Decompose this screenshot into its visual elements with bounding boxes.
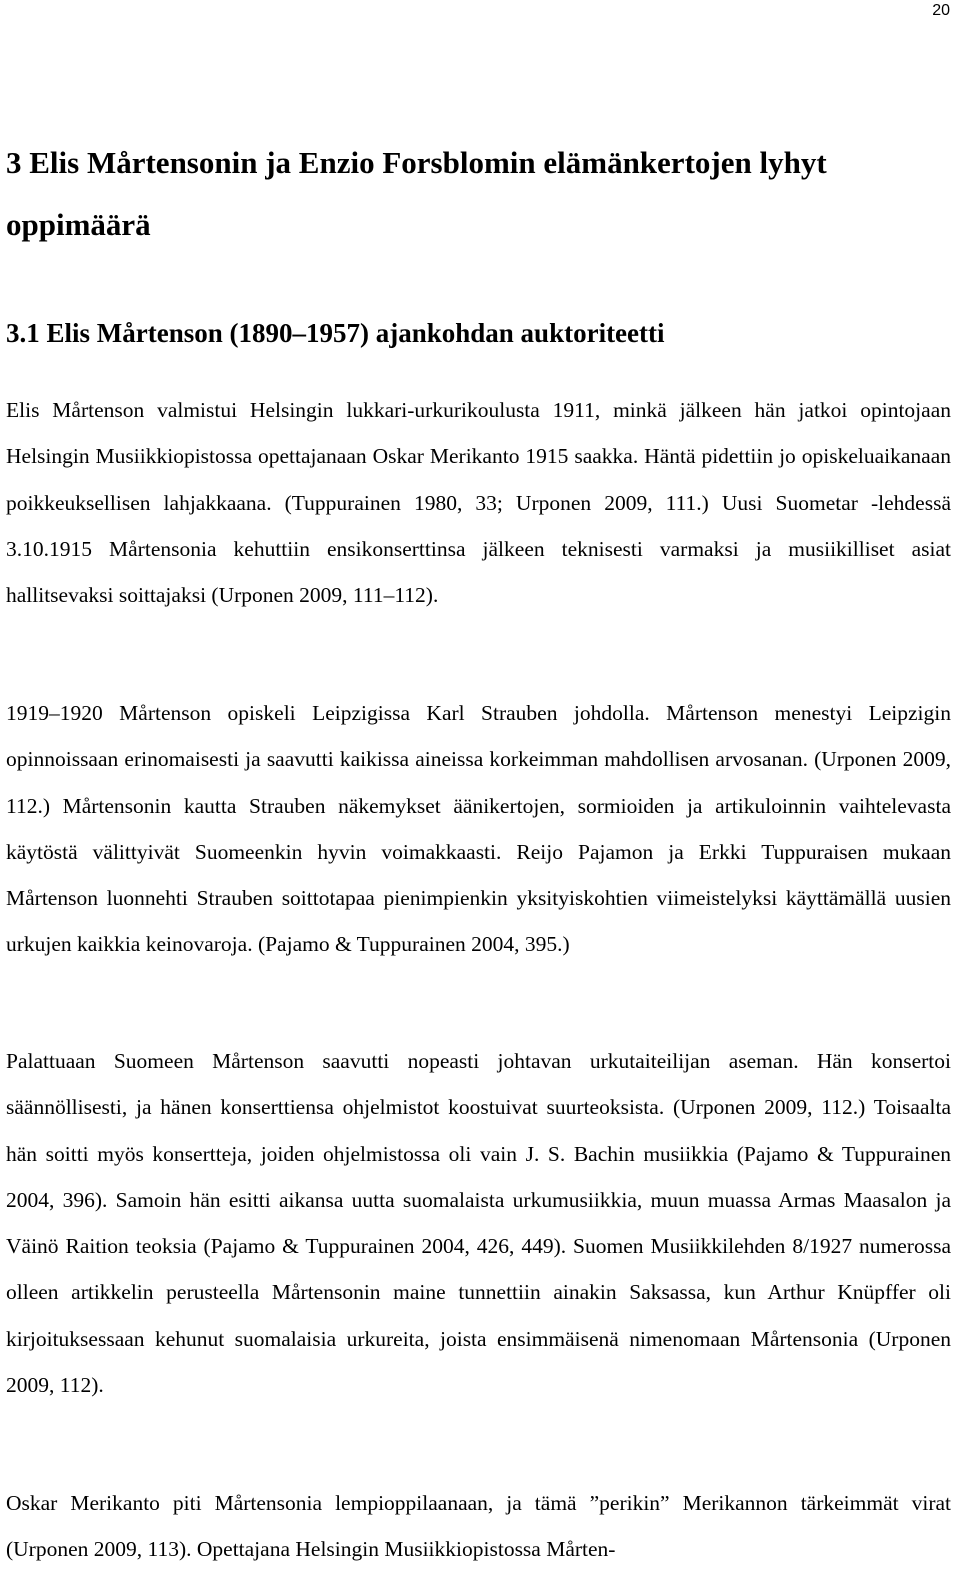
chapter-title: 3 Elis Mårtensonin ja Enzio Forsblomin elämänkertojen lyhyt oppimäärä [6, 145, 827, 242]
section-title: 3.1 Elis Mårtenson (1890–1957) ajankohdan auktoriteetti [6, 318, 665, 348]
page-number: 20 [932, 2, 950, 19]
body-paragraph: Palattuaan Suomeen Mårtenson saavutti nopeasti johtavan urkutaiteilijan aseman. Hän konsertoi säännöllisesti, ja hänen konserttiensa ohjelmistot koostuivat suurteoksista. (Urponen 2009, 112.) Toisaalta hän soitti myös konsertteja, joiden ohjelmistossa oli vain J. S. Bachin musiikkia (Pajamo & Tuppurainen 2004, 396). Samoin hän esitti aikansa uutta suomalaista urkumusiikkia, muun muassa Armas Maasalon ja Väinö Raition teoksia (Pajamo & Tuppurainen 2004, 426, 449). Suomen Musiikkilehden 8/1927 numerossa olleen artikkelin perusteella Mårtensonin maine tunnettiin ainakin Saksassa, kun Arthur Knüpffer oli kirjoituksessaan kehunut suomalaisia urkureita, joista ensimmäisenä nimenomaan Mårtensonia (Urponen 2009, 112). [6, 1049, 951, 1398]
body-paragraph: 1919–1920 Mårtenson opiskeli Leipzigissa Karl Strauben johdolla. Mårtenson menestyi Leipzigin opinnoissaan erinomaisesti ja saavutti kaikissa aineissa korkeimman mahdollisen arvosanan. (Urponen 2009, 112.) Mårtensonin kautta Strauben näkemykset äänikertojen, sormioiden ja artikuloinnin vaihtelevasta käytöstä välittyivät Suomeenkin hyvin voimakkaasti. Reijo Pajamon ja Erkki Tuppuraisen mukaan Mårtenson luonnehti Strauben soittotapaa pienimpienkin yksityiskohtien viimeistelyksi käyttämällä uusien urkujen kaikkia keinovaroja. (Pajamo & Tuppurainen 2004, 395.) [6, 701, 951, 957]
body-paragraph: Elis Mårtenson valmistui Helsingin lukkari-urkurikoulusta 1911, minkä jälkeen hän jatkoi opintojaan Helsingin Musiikkiopistossa opettajanaan Oskar Merikanto 1915 saakka. Häntä pidettiin jo opiskeluaikanaan poikkeuksellisen lahjakkaana. (Tuppurainen 1980, 33; Urponen 2009, 111.) Uusi Suometar -lehdessä 3.10.1915 Mårtensonia kehuttiin ensikonserttinsa jälkeen teknisesti varmaksi ja musiikilliset asiat hallitsevaksi soittajaksi (Urponen 2009, 111–112). [6, 398, 951, 608]
body-paragraph: Oskar Merikanto piti Mårtensonia lempioppilaanaan, ja tämä ”perikin” Merikannon tärkeimmät virat (Urponen 2009, 113). Opettajana Helsingin Musiikkiopistossa Mårten- [6, 1491, 951, 1562]
